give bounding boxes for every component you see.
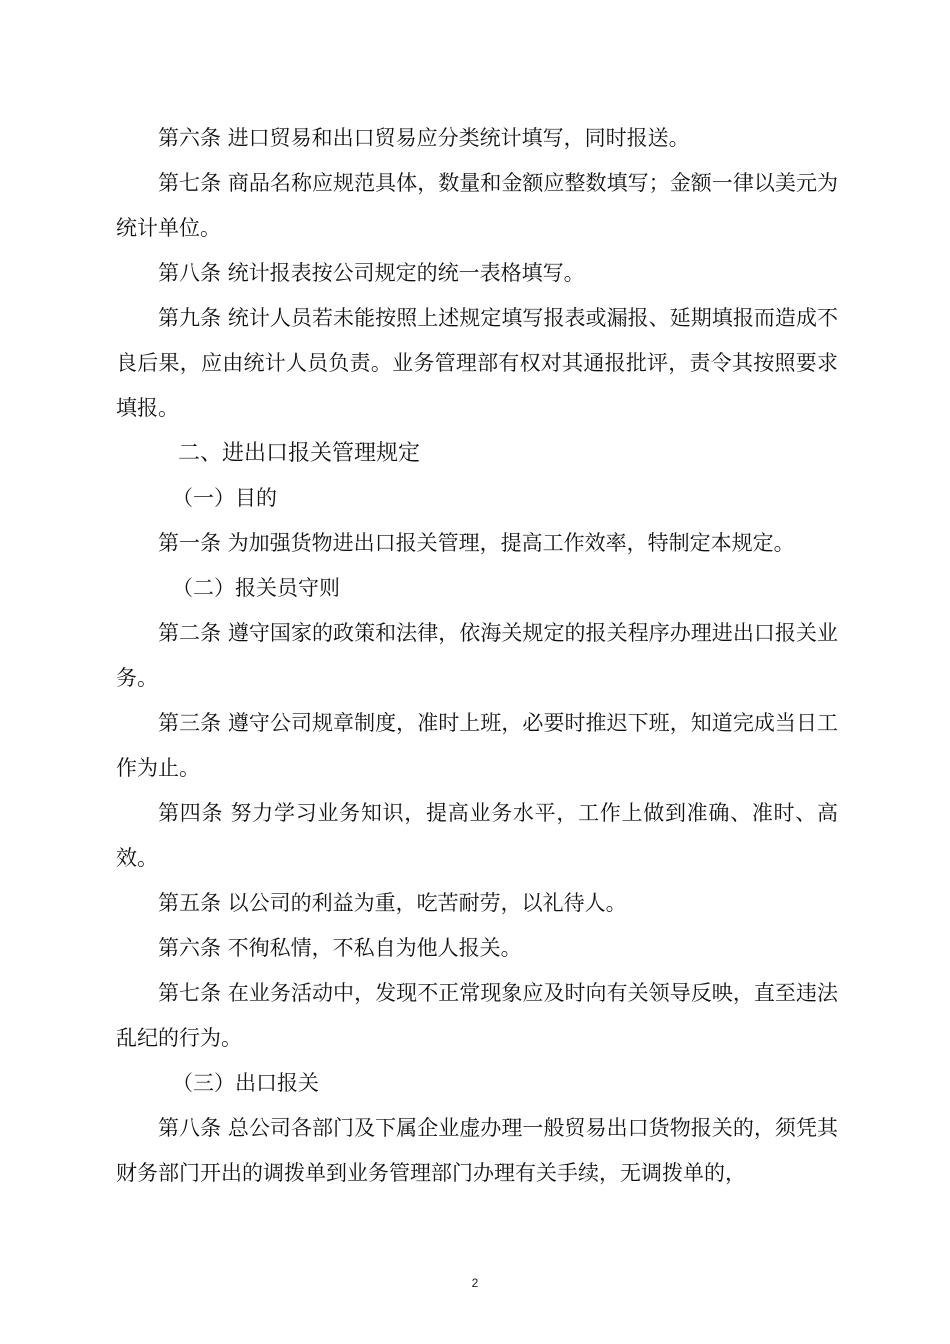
article-3-rules: 第三条 遵守公司规章制度，准时上班，必要时推迟下班，知道完成当日工作为止。 [116,711,838,780]
article-6-statistics: 第六条 进口贸易和出口贸易应分类统计填写，同时报送。 [158,126,690,150]
document-body [116,116,838,1196]
subheading-rules: （二）报关员守则 [172,576,340,600]
page-number: 2 [471,1276,479,1290]
article-7-statistics: 第七条 商品名称应规范具体，数量和金额应整数填写；金额一律以美元为统计单位。 [116,171,838,240]
section-heading: 二、进出口报关管理规定 [178,441,421,466]
article-1-purpose: 第一条 为加强货物进出口报关管理，提高工作效率，特制定本规定。 [158,531,795,555]
subheading-export: （三）出口报关 [172,1071,319,1095]
article-9-statistics: 第九条 统计人员若未能按照上述规定填写报表或漏报、延期填报而造成不良后果，应由统计人员负责。业务管理部有权对其通报批评，责令其按照要求填报。 [116,306,838,420]
article-5-rules: 第五条 以公司的利益为重，吃苦耐劳，以礼待人。 [158,891,627,915]
article-8-statistics: 第八条 统计报表按公司规定的统一表格填写。 [158,261,585,285]
article-6-rules: 第六条 不徇私情，不私自为他人报关。 [158,936,522,960]
article-2-rules: 第二条 遵守国家的政策和法律，依海关规定的报关程序办理进出口报关业务。 [116,621,838,690]
article-8-export: 第八条 总公司各部门及下属企业虚办理一般贸易出口货物报关的，须凭其财务部门开出的调拨单到业务管理部门办理有关手续，无调拨单的， [116,1116,838,1185]
article-4-rules: 第四条 努力学习业务知识，提高业务水平，工作上做到准确、准时、高效。 [116,801,838,870]
article-7-rules: 第七条 在业务活动中，发现不正常现象应及时向有关领导反映，直至违法乱纪的行为。 [116,981,838,1050]
subheading-purpose: （一）目的 [172,486,277,510]
